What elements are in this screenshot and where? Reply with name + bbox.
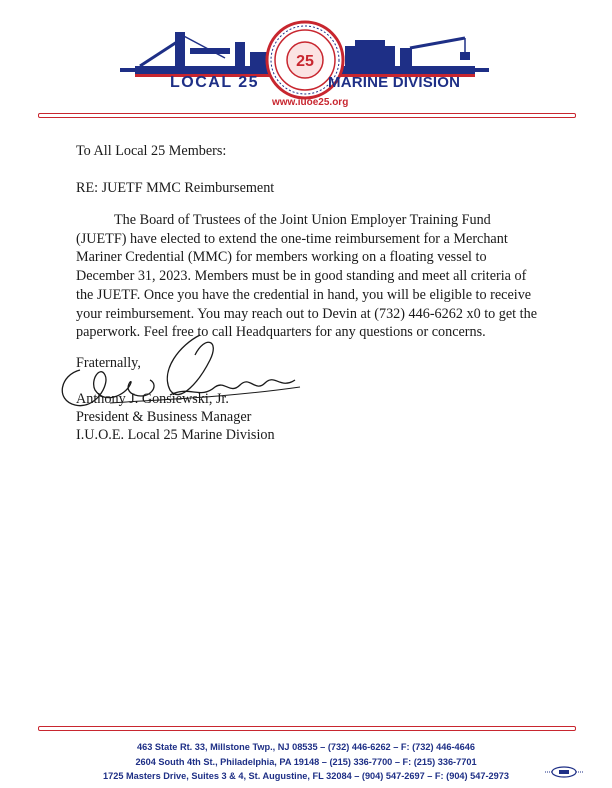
seal-number: 25 bbox=[296, 53, 314, 70]
letterhead-division: MARINE DIVISION bbox=[328, 74, 461, 91]
letter-body: The Board of Trustees of the Joint Union Employer Training Fund (JUETF) have elected to extend the one-time reimbursement for a Merchant Mariner Credential (MMC) for members working on a floating vessel to December 31, 2023. Members must be in good standing and meet all criteria of the JUETF. Once you have the credential in hand, you will be eligible to receive your reimbursement. You may reach out to Devin at (732) 446-6262 x0 to get the paperwork. Feel free to call Headquarters for any questions or concerns. bbox=[76, 212, 538, 341]
salutation: To All Local 25 Members: bbox=[76, 143, 227, 159]
letterhead-local: LOCAL 25 bbox=[170, 74, 260, 91]
crane-icon bbox=[120, 32, 285, 77]
crane-icon bbox=[325, 38, 489, 77]
letterhead bbox=[0, 0, 612, 125]
signer-org: I.U.O.E. Local 25 Marine Division bbox=[76, 427, 275, 443]
footer-divider bbox=[38, 726, 576, 731]
footer-address-line: 1725 Masters Drive, Suites 3 & 4, St. Augustine, FL 32084 – (904) 547-2697 – F: (904) 547-2973 bbox=[103, 771, 509, 782]
signer-title: President & Business Manager bbox=[76, 409, 252, 425]
letterhead-url[interactable]: www.iuoe25.org bbox=[272, 97, 349, 108]
signer-name: Anthony J. Gonsiewski, Jr. bbox=[76, 391, 229, 407]
subject-line: RE: JUETF MMC Reimbursement bbox=[76, 180, 275, 196]
footer-address-line: 463 State Rt. 33, Millstone Twp., NJ 08535 – (732) 446-6262 – F: (732) 446-4646 bbox=[137, 742, 475, 752]
closing: Fraternally, bbox=[76, 355, 141, 371]
union-bug-icon bbox=[545, 766, 583, 778]
footer-addresses bbox=[0, 740, 612, 784]
footer-address-line: 2604 South 4th St., Philadelphia, PA 19148 – (215) 336-7700 – F: (215) 336-7701 bbox=[135, 756, 477, 767]
header-divider bbox=[38, 113, 576, 118]
